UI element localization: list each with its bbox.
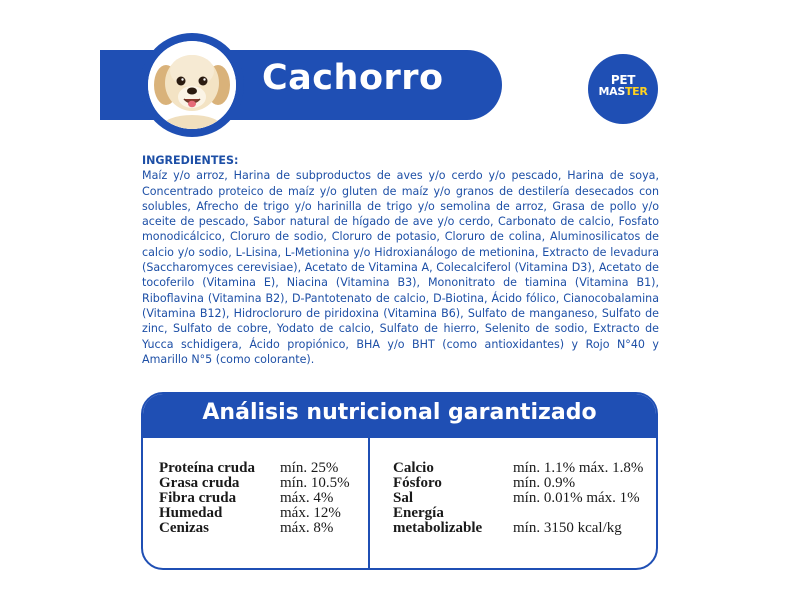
nutrient-row xyxy=(393,461,643,476)
nutrient-label: Fibra cruda xyxy=(159,490,237,506)
nutrient-label: Sal xyxy=(393,490,414,506)
nutrient-label: Grasa cruda xyxy=(159,475,240,491)
nutrient-row xyxy=(159,506,350,521)
nutrient-label: Energía xyxy=(393,505,444,521)
nutrient-label: Humedad xyxy=(159,505,223,521)
nutrient-label: Proteína cruda xyxy=(159,460,255,476)
page-title: Cachorro xyxy=(262,58,444,98)
nutrient-row xyxy=(393,491,643,506)
nutrient-label: Fósforo xyxy=(393,475,442,491)
nutrient-value: mín. 0.01% máx. 1% xyxy=(513,490,640,506)
nutrition-analysis-panel xyxy=(141,392,658,570)
puppy-photo xyxy=(148,41,236,129)
nutrient-label: Cenizas xyxy=(159,520,209,536)
nutrition-panel-header xyxy=(143,394,656,438)
nutrient-value: mín. 1.1% máx. 1.8% xyxy=(513,460,644,476)
logo-text-pet: PET xyxy=(610,73,636,87)
nutrient-row xyxy=(159,461,350,476)
ingredients-text: Maíz y/o arroz, Harina de subproductos de aves y/o cerdo y/o pescado, Harina de soya, Concentrado proteico de maíz y/o gluten de maíz y/o granos de destilería desecados con solubles, Afrecho de trigo y/o harinilla de trigo y/o semolina de arroz, Grasa de pollo y/o aceite de pescado, Sabor natural de hígado de ave y/o cerdo, Carbonato de calcio, Fosfato monodicálcico, Cloruro de sodio, Cloruro de potasio, Cloruro de colina, Aluminosilicatos de calcio y/o sodio, L-Lisina, L-Metionina y/o Hidroxianálogo de metionina, Extracto de levadura (Saccharomyces cerevisiae), Acetato de Vitamina A, Colecalciferol (Vitamina D3), Acetato de tocoferilo (Vitamina E), Niacina (Vitamina B3), Mononitrato de tiamina (Vitamina B1), Riboflavina (Vitamina B2), D-Pantotenato de calcio, D-Biotina, Ácido fólico, Cianocobalamina (Vitamina B12), Hidrocloruro de piridoxina (Vitamina B6), Sulfato de manganeso, Sulfato de zinc, Sulfato de cobre, Yodato de calcio, Sulfato de hierro, Selenito de sodio, Extracto de Yucca schidigera, Ácido propiónico, BHA y/o BHT (como antioxidantes) y Rojo N°40 y Amarillo N°5 (como colorante). xyxy=(142,169,659,366)
column-divider xyxy=(368,438,370,570)
nutrition-right-column xyxy=(393,461,643,536)
logo-text-master xyxy=(588,86,658,98)
petmaster-logo xyxy=(588,54,658,124)
puppy-avatar-frame xyxy=(140,33,244,137)
nutrient-value: máx. 12% xyxy=(280,505,341,521)
nutrient-value: máx. 4% xyxy=(280,490,334,506)
nutrient-row xyxy=(393,476,643,491)
nutrition-panel-title: Análisis nutricional garantizado xyxy=(202,400,597,425)
nutrient-row xyxy=(159,491,350,506)
nutrient-value: mín. 10.5% xyxy=(280,475,350,491)
nutrient-value: mín. 0.9% xyxy=(513,475,576,491)
nutrient-row xyxy=(393,506,643,521)
nutrition-left-column xyxy=(159,461,350,536)
logo-text-ter: TER xyxy=(624,85,648,98)
nutrient-row xyxy=(393,521,643,536)
nutrient-label: metabolizable xyxy=(393,520,483,536)
nutrient-row xyxy=(159,521,350,536)
nutrient-value: mín. 3150 kcal/kg xyxy=(513,520,622,536)
nutrient-row xyxy=(159,476,350,491)
ingredients-heading: INGREDIENTES: xyxy=(142,154,239,167)
logo-text-mas: MAS xyxy=(598,85,625,98)
nutrient-value: mín. 25% xyxy=(280,460,339,476)
nutrient-value: máx. 8% xyxy=(280,520,334,536)
puppy-illustration xyxy=(148,41,236,129)
ingredients-section xyxy=(142,153,659,367)
nutrient-label: Calcio xyxy=(393,460,434,476)
